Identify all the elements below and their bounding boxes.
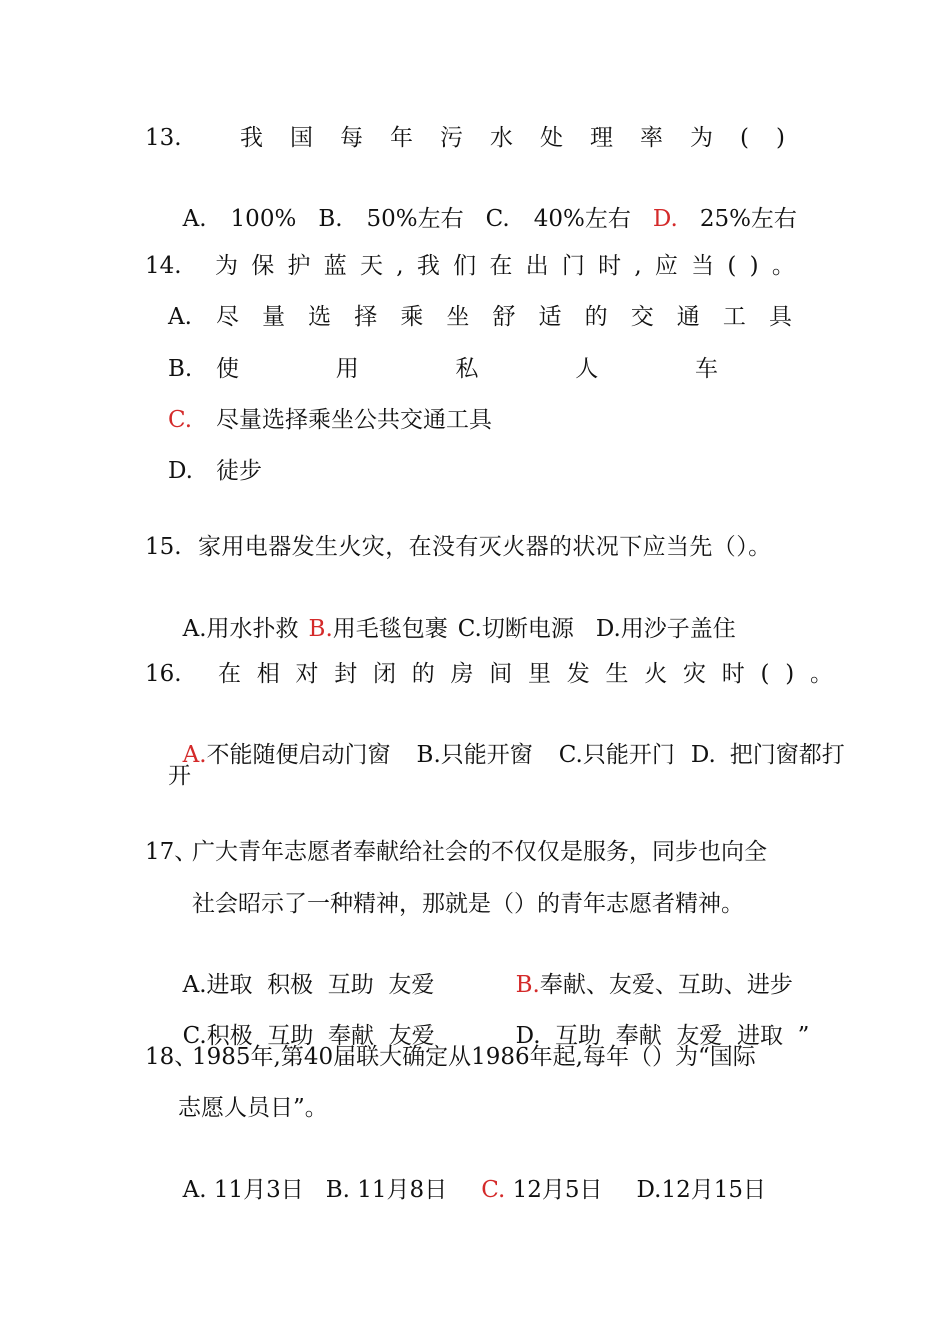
q14-stem-char: 。 [771,253,795,279]
q16-stem-char: 灾 [683,661,706,687]
option-letter: A. [182,1177,207,1203]
option-text: 不能随便启动门窗 [206,742,391,768]
q16-option-wrap: 开 [168,763,191,789]
option-text: 用水扑救 [206,616,299,642]
q13-number: 13. [145,125,182,151]
option-letter: D. [690,742,716,768]
option-letter: B. [416,742,441,768]
option-text: 只能开窗 [440,742,533,768]
option-char: 使 [216,356,239,382]
q16-stem-char: 闭 [373,661,396,687]
option-char: 选 [308,304,332,330]
q13-stem-char: 水 [490,125,513,151]
option-char: 尽 [216,304,239,330]
q16-stem-char: 间 [489,661,513,687]
option-char: 择 [354,304,378,330]
option-text: 12月15日 [661,1177,766,1203]
q16-stem-char: 相 [256,661,280,687]
q16-stem-char: 封 [334,661,358,687]
option-text: 11月3日 [206,1177,304,1203]
q14-stem-char: 为 [215,253,238,279]
q14-stem-char: ( [727,253,737,279]
option-char: 的 [584,304,608,330]
q14-stem-char: ) [749,253,759,279]
q16-number: 16. [145,661,182,687]
q14-answer-letter: C. [168,407,193,433]
q13-stem-char: ( [740,125,749,151]
q13-stem-char: 理 [590,125,613,151]
q13-stem-char: 我 [240,125,263,151]
q14-stem [215,251,795,281]
q13-stem-char: 为 [690,125,713,151]
option-letter: D. [636,1177,662,1203]
option-char: 量 [262,304,286,330]
option-text: 积极 互助 奉献 友爱 [206,1023,435,1049]
option-text: 只能开门 [582,742,675,768]
q14-stem-char: 我 [416,253,440,279]
q16-stem-char: 里 [528,661,551,687]
q14-option-b-letter: B. [168,356,193,382]
q14-stem-char: 出 [525,253,549,279]
q18-number: 18、 [145,1044,198,1070]
q14-stem-char: 蓝 [323,253,347,279]
q18-stem-line1: 1985年,第40届联大确定从1986年起,每年（）为“国际 [192,1044,756,1070]
q14-stem-char: 护 [287,253,311,279]
q17-stem-line1: 广大青年志愿者奉献给社会的不仅仅是服务，同步也向全 [192,839,767,865]
q13-stem-char: 国 [290,125,313,151]
option-char: 用 [335,356,359,382]
option-letter: B. [318,206,343,232]
q14-stem-char: 天 [360,253,383,279]
q17-number: 17、 [145,839,198,865]
option-char: 人 [575,356,599,382]
option-char: 交 [630,304,654,330]
q16-stem-char: ( [760,661,770,687]
option-text: 25%左右 [699,206,797,232]
option-text: 11月8日 [349,1177,448,1203]
q14-stem-char: 保 [251,253,275,279]
answer-letter: A. [182,742,207,768]
q14-stem-char: 门 [561,253,585,279]
option-text: 奉献、友爱、互助、进步 [539,972,793,998]
q13-options [168,174,797,234]
option-char: 工 [722,304,746,330]
q14-stem-char: 应 [654,253,678,279]
q16-stem-char: 对 [295,661,319,687]
option-text: 50%左右 [366,206,464,232]
option-text: 40%左右 [533,206,631,232]
option-char: 适 [538,304,562,330]
q15-stem: 家用电器发生火灾，在没有灭火器的状况下应当先（）。 [198,534,772,560]
q14-option-c-text: 尽量选择乘坐公共交通工具 [216,407,492,433]
option-char: 通 [676,304,700,330]
q14-option-a-text [216,302,792,332]
option-letter: A. [182,206,207,232]
option-letter: C. [485,206,510,232]
answer-letter: B. [515,972,540,998]
q16-stem-char: 火 [644,661,668,687]
option-letter: D. [515,1023,541,1049]
option-letter: C. [558,742,583,768]
option-letter: C. [457,616,482,642]
q14-stem-char: , [396,253,404,279]
answer-letter: D. [652,206,678,232]
option-letter: C. [182,1023,207,1049]
q14-number: 14. [145,253,182,279]
q16-stem-char: 时 [721,661,745,687]
q13-stem-char: 处 [540,125,563,151]
q16-stem-char: 房 [450,661,474,687]
option-letter: A. [182,616,207,642]
option-letter: A. [182,972,207,998]
option-char: 坐 [446,304,470,330]
q17-stem-line2: 社会昭示了一种精神，那就是（）的青年志愿者精神。 [192,891,744,917]
q15-options [168,584,736,644]
q14-stem-char: 当 [691,253,715,279]
q13-stem-char: 每 [340,125,363,151]
option-text: 把门窗都打 [729,742,845,768]
q14-stem-char: 们 [453,253,477,279]
q16-stem-char: ) [785,661,795,687]
option-char: 具 [768,304,792,330]
q14-option-d-text: 徒步 [216,458,262,484]
q18-stem-line2: 志愿人员日”。 [178,1095,328,1121]
q14-option-d-letter: D. [168,458,193,484]
q16-options [168,710,845,770]
option-letter: D. [595,616,621,642]
q14-stem-char: , [634,253,642,279]
option-text: 12月5日 [505,1177,603,1203]
q16-stem-char: 。 [809,661,833,687]
option-text: 100% [230,206,297,232]
q13-stem-char: ) [775,125,785,151]
q14-stem-char: 在 [489,253,513,279]
q14-option-a-letter: A. [168,304,192,330]
q16-stem-char: 发 [566,661,590,687]
q16-stem-char: 的 [411,661,435,687]
option-char: 私 [455,356,479,382]
option-text: 进取 积极 互助 友爱 [206,972,435,998]
q16-stem [218,659,833,689]
option-char: 舒 [492,304,516,330]
option-letter: B. [325,1177,350,1203]
answer-letter: C. [481,1177,506,1203]
q16-stem-char: 在 [218,661,241,687]
q13-stem-char: 污 [440,125,463,151]
option-char: 车 [695,356,718,382]
option-text: 互助 奉献 友爱 进取 ” [540,1023,810,1049]
q13-stem-char: 年 [390,125,413,151]
q13-stem-char: 率 [640,125,663,151]
q16-stem-char: 生 [605,661,629,687]
q15-number: 15. [145,534,182,560]
option-text: 用沙子盖住 [620,616,736,642]
q14-stem-char: 时 [598,253,622,279]
q13-stem [240,123,785,153]
answer-letter: B. [308,616,333,642]
q14-option-b-text [216,354,718,384]
q18-options [168,1145,766,1205]
option-text: 切断电源 [481,616,574,642]
option-text: 用毛毯包裹 [332,616,448,642]
option-char: 乘 [400,304,424,330]
